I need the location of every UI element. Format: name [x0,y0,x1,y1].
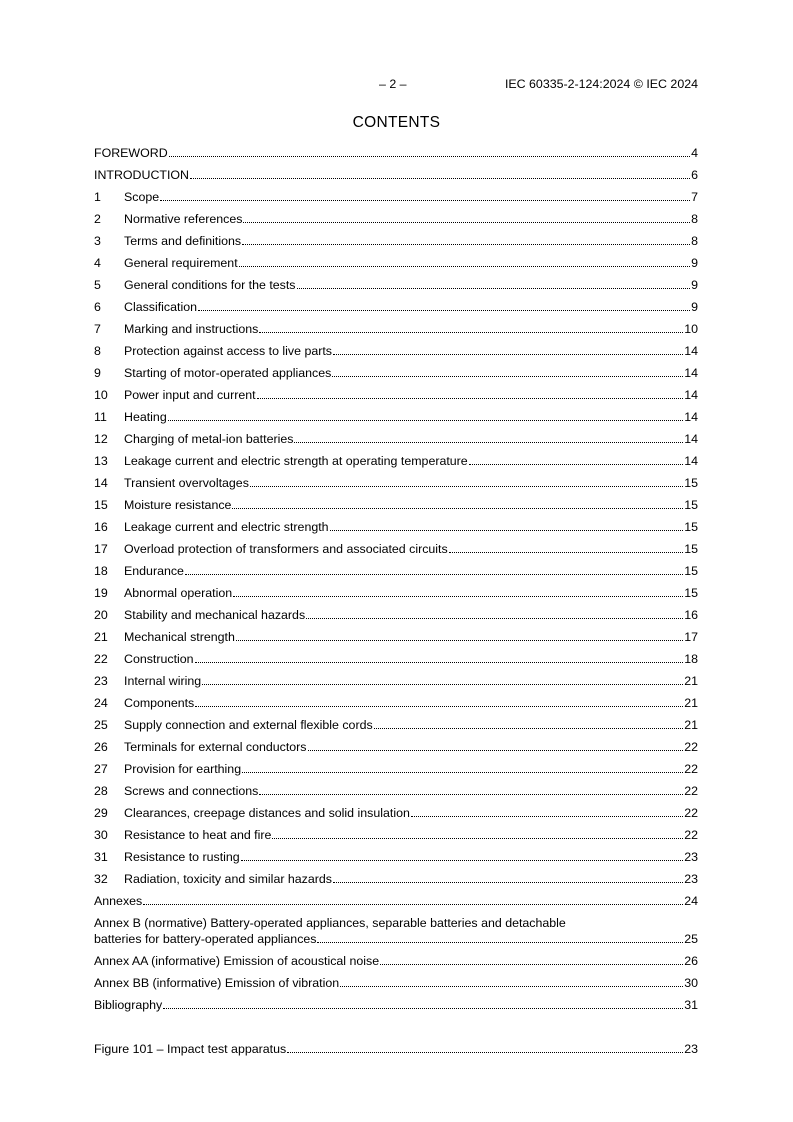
toc-entry-page: 22 [684,828,698,842]
toc-entry-number: 32 [94,872,108,886]
toc-entry[interactable] [94,233,698,249]
toc-entry-label: Annex B (normative) Battery-operated appliances, separable batteries and detachable [94,916,566,930]
toc-entry-page: 17 [684,630,698,644]
toc-entry-page: 14 [684,388,698,402]
toc-entry-number: 26 [94,740,108,754]
toc-leader-dots [333,354,683,355]
toc-entry-label: Annex BB (informative) Emission of vibration [94,976,340,990]
toc-entry[interactable] [94,607,698,623]
toc-entry-number: 13 [94,454,108,468]
toc-leader-dots [195,662,684,663]
toc-entry-page: 15 [684,476,698,490]
toc-entry[interactable] [94,805,698,821]
toc-entry-label: INTRODUCTION [94,168,189,182]
toc-entry-page: 15 [684,586,698,600]
toc-entry[interactable] [94,651,698,667]
toc-entry-page: 15 [684,520,698,534]
toc-entry[interactable] [94,893,698,909]
toc-entry-label: FOREWORD [94,146,168,160]
toc-leader-dots [242,772,683,773]
figure-entry-label: Figure 101 – Impact test apparatus [94,1042,287,1056]
toc-entry-page: 21 [684,674,698,688]
toc-entry-number: 24 [94,696,108,710]
toc-leader-dots [233,596,683,597]
toc-entry-page: 31 [684,998,698,1012]
toc-entry-number: 21 [94,630,108,644]
toc-entry-label: Resistance to rusting [124,850,240,864]
toc-entry-number: 4 [94,256,101,270]
toc-entry-label: Bibliography [94,998,163,1012]
toc-entry[interactable] [94,387,698,403]
toc-entry-page: 8 [691,212,698,226]
toc-leader-dots [195,706,683,707]
toc-entry-number: 10 [94,388,108,402]
toc-leader-dots [236,640,683,641]
toc-entry-label-continued: batteries for battery-operated appliances [94,932,317,946]
toc-entry-number: 8 [94,344,101,358]
toc-entry-number: 29 [94,806,108,820]
page-title: CONTENTS [352,114,441,131]
toc-entry-label: Protection against access to live parts [124,344,332,358]
toc-leader-dots [239,266,690,267]
toc-entry-page: 14 [684,366,698,380]
toc-entry-label: Charging of metal-ion batteries [124,432,294,446]
toc-entry-number: 23 [94,674,108,688]
toc-leader-dots [198,310,690,311]
toc-entry-number: 12 [94,432,108,446]
toc-entry[interactable] [94,255,698,271]
toc-entry-number: 27 [94,762,108,776]
figure-entry[interactable] [94,1041,698,1057]
toc-leader-dots [330,530,684,531]
toc-entry-number: 5 [94,278,101,292]
toc-entry-page: 25 [684,932,698,946]
toc-entry-page: 10 [684,322,698,336]
toc-leader-dots [308,750,684,751]
toc-entry-page: 18 [684,652,698,666]
toc-entry-page: 15 [684,498,698,512]
toc-entry-page: 15 [684,564,698,578]
toc-entry-page: 16 [684,608,698,622]
toc-leader-dots [190,178,690,179]
toc-entry-label: Stability and mechanical hazards [124,608,306,622]
toc-entry-number: 20 [94,608,108,622]
toc-leader-dots [250,486,683,487]
toc-entry[interactable] [94,739,698,755]
toc-entry[interactable] [94,431,698,447]
toc-entry-label: Overload protection of transformers and associated circuits [124,542,448,556]
toc-entry[interactable] [94,783,698,799]
toc-leader-dots [272,838,683,839]
toc-leader-dots [469,464,684,465]
toc-entry-label: Supply connection and external flexible cords [124,718,373,732]
toc-leader-dots [340,986,683,987]
toc-leader-dots [169,156,690,157]
toc-entry-page: 22 [684,762,698,776]
toc-leader-dots [232,508,683,509]
toc-entry[interactable] [94,717,698,733]
toc-entry-label: Components [124,696,195,710]
toc-entry-number: 7 [94,322,101,336]
toc-entry-label: Resistance to heat and fire [124,828,272,842]
toc-entry-label: Heating [124,410,167,424]
toc-entry-label: Starting of motor-operated appliances [124,366,332,380]
toc-entry-label: Terminals for external conductors [124,740,307,754]
toc-entry-page: 7 [691,190,698,204]
toc-entry-label: Radiation, toxicity and similar hazards [124,872,332,886]
toc-leader-dots [259,332,683,333]
toc-entry[interactable] [94,629,698,645]
toc-entry-number: 1 [94,190,101,204]
toc-leader-dots [163,1008,683,1009]
toc-entry[interactable] [94,673,698,689]
toc-entry-label: Classification [124,300,197,314]
toc-entry[interactable] [94,321,698,337]
toc-entry-number: 3 [94,234,101,248]
toc-leader-dots [160,200,690,201]
toc-entry-number: 11 [94,410,107,424]
toc-leader-dots [333,882,683,883]
toc-entry-number: 14 [94,476,108,490]
toc-entry-number: 9 [94,366,101,380]
toc-entry-label: Abnormal operation [124,586,233,600]
toc-entry-page: 8 [691,234,698,248]
toc-leader-dots [243,222,690,223]
toc-entry-page: 23 [684,872,698,886]
toc-entry-number: 30 [94,828,108,842]
toc-leader-dots [287,1052,683,1053]
toc-entry-page: 30 [684,976,698,990]
toc-entry-page: 23 [684,850,698,864]
toc-entry-page: 26 [684,954,698,968]
toc-entry[interactable] [94,343,698,359]
toc-leader-dots [185,574,683,575]
toc-entry-number: 6 [94,300,101,314]
toc-entry-page: 24 [684,894,698,908]
toc-entry-label: Normative references [124,212,243,226]
toc-entry-number: 25 [94,718,108,732]
toc-entry[interactable] [94,497,698,513]
toc-entry-number: 19 [94,586,108,600]
toc-entry-label: Marking and instructions [124,322,259,336]
toc-entry-page: 21 [684,718,698,732]
toc-leader-dots [306,618,683,619]
toc-entry[interactable] [94,299,698,315]
toc-entry-page: 22 [684,806,698,820]
toc-entry-number: 31 [94,850,108,864]
toc-entry-number: 17 [94,542,108,556]
toc-leader-dots [294,442,683,443]
toc-entry[interactable] [94,871,698,887]
toc-entry-label: Annexes [94,894,143,908]
toc-entry-page: 21 [684,696,698,710]
toc-entry-label: Construction [124,652,194,666]
toc-entry[interactable] [94,695,698,711]
toc-leader-dots [259,794,683,795]
toc-entry-page: 6 [691,168,698,182]
toc-entry[interactable] [94,145,698,161]
toc-entry[interactable] [94,849,698,865]
toc-entry-page: 14 [684,432,698,446]
toc-entry[interactable] [94,915,698,947]
toc-entry[interactable] [94,563,698,579]
toc-entry-label: Clearances, creepage distances and solid insulation [124,806,410,820]
toc-entry-label: Internal wiring [124,674,202,688]
toc-entry-label: Transient overvoltages [124,476,249,490]
toc-entry-label: Terms and definitions [124,234,242,248]
toc-entry-number: 22 [94,652,108,666]
toc-entry-page: 22 [684,740,698,754]
figure-entry-page: 23 [684,1042,698,1056]
toc-entry[interactable] [94,365,698,381]
toc-entry-number: 16 [94,520,108,534]
toc-entry-page: 9 [691,300,698,314]
page-number: – 2 – [379,77,407,91]
toc-entry-page: 9 [691,256,698,270]
toc-leader-dots [202,684,683,685]
toc-entry-label: General requirement [124,256,238,270]
toc-entry[interactable] [94,519,698,535]
toc-entry-label: Leakage current and electric strength at operating temperature [124,454,468,468]
toc-entry-number: 2 [94,212,101,226]
toc-entry-label: Annex AA (informative) Emission of acoustical noise [94,954,380,968]
toc-entry-label: Moisture resistance [124,498,232,512]
toc-leader-dots [317,942,683,943]
toc-entry[interactable] [94,475,698,491]
toc-leader-dots [411,816,683,817]
toc-entry-page: 15 [684,542,698,556]
toc-leader-dots [374,728,684,729]
toc-entry[interactable] [94,975,698,991]
toc-entry[interactable] [94,761,698,777]
toc-entry-line2 [94,931,698,947]
toc-entry-page: 14 [684,454,698,468]
toc-leader-dots [297,288,691,289]
page-header [94,77,698,93]
toc-entry[interactable] [94,453,698,469]
toc-entry[interactable] [94,827,698,843]
toc-entry[interactable] [94,211,698,227]
toc-entry[interactable] [94,541,698,557]
toc-entry[interactable] [94,409,698,425]
toc-entry[interactable] [94,189,698,205]
toc-leader-dots [242,244,690,245]
toc-entry[interactable] [94,585,698,601]
toc-entry-page: 14 [684,410,698,424]
toc-leader-dots [332,376,683,377]
toc-entry-label: Leakage current and electric strength [124,520,329,534]
toc-entry-label: General conditions for the tests [124,278,296,292]
toc-entry[interactable] [94,997,698,1013]
toc-entry[interactable] [94,953,698,969]
toc-entry[interactable] [94,277,698,293]
standard-identifier: IEC 60335-2-124:2024 © IEC 2024 [504,77,698,91]
toc-entry-number: 28 [94,784,108,798]
toc-leader-dots [380,964,683,965]
toc-leader-dots [143,904,683,905]
toc-entry-page: 4 [691,146,698,160]
toc-leader-dots [168,420,683,421]
toc-leader-dots [257,398,684,399]
toc-entry-label: Power input and current [124,388,256,402]
toc-entry[interactable] [94,167,698,183]
toc-entry-page: 14 [684,344,698,358]
toc-leader-dots [449,552,684,553]
toc-entry-label: Endurance [124,564,184,578]
toc-entry-label: Provision for earthing [124,762,242,776]
toc-entry-page: 9 [691,278,698,292]
toc-entry-label: Mechanical strength [124,630,235,644]
toc-entry-number: 15 [94,498,108,512]
toc-entry-label: Scope [124,190,160,204]
toc-leader-dots [241,860,684,861]
toc-entry-number: 18 [94,564,108,578]
toc-entry-page: 22 [684,784,698,798]
toc-entry-label: Screws and connections [124,784,259,798]
